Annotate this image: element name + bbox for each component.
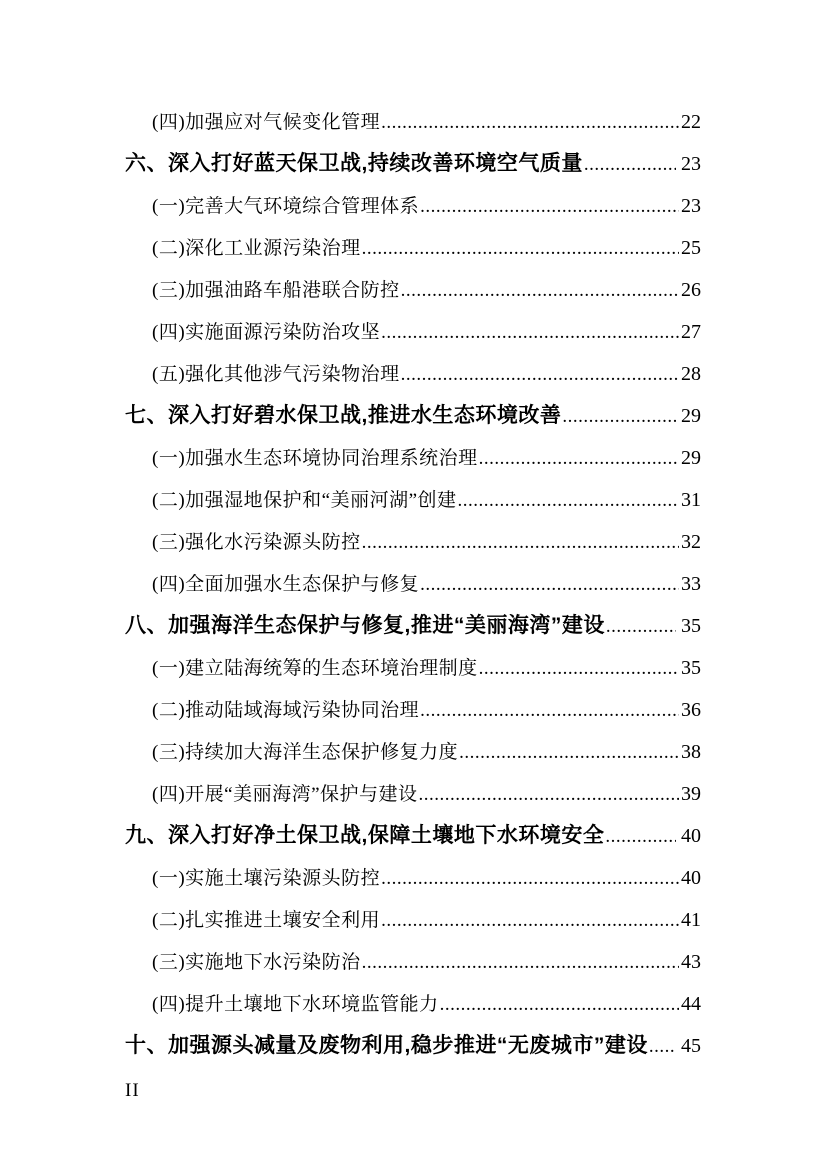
dot-leader bbox=[401, 270, 679, 312]
toc-entry-label: (四)加强应对气候变化管理 bbox=[152, 112, 381, 133]
toc-entry-label: 十、加强源头减量及废物利用,稳步推进“无废城市”建设 bbox=[125, 1034, 648, 1057]
dot-leader bbox=[479, 438, 679, 480]
toc-entry-label: (一)实施土壤污染源头防控 bbox=[152, 868, 381, 889]
dot-leader bbox=[362, 522, 679, 564]
toc-entry-label: (一)完善大气环境综合管理体系 bbox=[152, 196, 420, 217]
toc-entry bbox=[125, 773, 701, 815]
toc-entry-label: (二)推动陆域海域污染协同治理 bbox=[152, 700, 420, 721]
toc-entry-page: 36 bbox=[681, 699, 701, 721]
toc-entry-page: 23 bbox=[681, 195, 701, 217]
toc-entry bbox=[125, 143, 701, 185]
toc-entry bbox=[125, 731, 701, 773]
dot-leader bbox=[401, 354, 679, 396]
toc-entry bbox=[125, 395, 701, 437]
page-number-footer: II bbox=[125, 1080, 140, 1101]
toc-entry bbox=[125, 353, 701, 395]
toc-entry bbox=[125, 983, 701, 1025]
toc-entry-page: 45 bbox=[681, 1035, 701, 1057]
toc-entry-label: 九、深入打好净土保卫战,保障土壤地下水环境安全 bbox=[125, 824, 605, 847]
toc-entry-page: 32 bbox=[681, 531, 701, 553]
toc-entry-page: 22 bbox=[681, 111, 701, 133]
toc-entry-label: (一)加强水生态环境协同治理系统治理 bbox=[152, 448, 478, 469]
toc-entry bbox=[125, 689, 701, 731]
dot-leader bbox=[458, 480, 679, 522]
toc-entry-page: 35 bbox=[681, 657, 701, 679]
toc-entry-page: 35 bbox=[681, 615, 701, 637]
dot-leader bbox=[420, 564, 679, 606]
dot-leader bbox=[649, 1026, 676, 1068]
dot-leader bbox=[440, 984, 679, 1026]
dot-leader bbox=[381, 102, 679, 144]
toc-entry-label: 七、深入打好碧水保卫战,推进水生态环境改善 bbox=[125, 404, 562, 427]
toc-entry bbox=[125, 185, 701, 227]
table-of-contents bbox=[125, 101, 701, 1067]
toc-entry-label: (三)持续加大海洋生态保护修复力度 bbox=[152, 742, 459, 763]
toc-entry-page: 44 bbox=[681, 993, 701, 1015]
toc-entry-label: 六、深入打好蓝天保卫战,持续改善环境空气质量 bbox=[125, 152, 583, 175]
dot-leader bbox=[562, 396, 676, 438]
dot-leader bbox=[420, 186, 679, 228]
dot-leader bbox=[606, 606, 676, 648]
toc-entry bbox=[125, 1025, 701, 1067]
toc-entry-label: (四)实施面源污染防治攻坚 bbox=[152, 322, 381, 343]
toc-entry-label: (二)加强湿地保护和“美丽河湖”创建 bbox=[152, 490, 457, 511]
toc-entry-page: 26 bbox=[681, 279, 701, 301]
dot-leader bbox=[381, 858, 679, 900]
toc-entry-page: 31 bbox=[681, 489, 701, 511]
toc-entry-page: 40 bbox=[681, 867, 701, 889]
toc-entry-page: 23 bbox=[681, 153, 701, 175]
toc-entry-page: 38 bbox=[681, 741, 701, 763]
toc-entry bbox=[125, 269, 701, 311]
toc-entry bbox=[125, 941, 701, 983]
toc-entry-page: 29 bbox=[681, 447, 701, 469]
dot-leader bbox=[362, 228, 679, 270]
toc-entry-label: (五)强化其他涉气污染物治理 bbox=[152, 364, 400, 385]
toc-entry-label: (四)开展“美丽海湾”保护与建设 bbox=[152, 784, 418, 805]
toc-entry bbox=[125, 227, 701, 269]
dot-leader bbox=[420, 690, 679, 732]
dot-leader bbox=[381, 312, 679, 354]
toc-entry-page: 43 bbox=[681, 951, 701, 973]
toc-entry bbox=[125, 899, 701, 941]
toc-entry-page: 39 bbox=[681, 783, 701, 805]
dot-leader bbox=[381, 900, 679, 942]
dot-leader bbox=[584, 144, 676, 186]
toc-entry-label: (三)强化水污染源头防控 bbox=[152, 532, 361, 553]
toc-entry bbox=[125, 437, 701, 479]
toc-entry-label: (四)提升土壤地下水环境监管能力 bbox=[152, 994, 439, 1015]
toc-entry-label: 八、加强海洋生态保护与修复,推进“美丽海湾”建设 bbox=[125, 614, 605, 637]
toc-entry-label: (四)全面加强水生态保护与修复 bbox=[152, 574, 420, 595]
toc-entry-page: 27 bbox=[681, 321, 701, 343]
dot-leader bbox=[419, 774, 679, 816]
toc-entry bbox=[125, 857, 701, 899]
dot-leader bbox=[362, 942, 679, 984]
toc-entry bbox=[125, 311, 701, 353]
dot-leader bbox=[459, 732, 679, 774]
toc-entry-page: 25 bbox=[681, 237, 701, 259]
dot-leader bbox=[605, 816, 676, 858]
toc-entry-label: (三)加强油路车船港联合防控 bbox=[152, 280, 400, 301]
toc-entry-page: 41 bbox=[681, 909, 701, 931]
toc-entry-label: (三)实施地下水污染防治 bbox=[152, 952, 361, 973]
toc-entry bbox=[125, 563, 701, 605]
toc-entry-page: 33 bbox=[681, 573, 701, 595]
dot-leader bbox=[479, 648, 679, 690]
toc-entry bbox=[125, 479, 701, 521]
toc-entry bbox=[125, 521, 701, 563]
toc-entry-label: (二)深化工业源污染治理 bbox=[152, 238, 361, 259]
toc-entry-page: 28 bbox=[681, 363, 701, 385]
toc-entry-page: 40 bbox=[681, 825, 701, 847]
toc-entry-label: (二)扎实推进土壤安全利用 bbox=[152, 910, 381, 931]
toc-entry bbox=[125, 815, 701, 857]
toc-entry-label: (一)建立陆海统筹的生态环境治理制度 bbox=[152, 658, 478, 679]
toc-entry-page: 29 bbox=[681, 405, 701, 427]
toc-entry bbox=[125, 605, 701, 647]
toc-entry bbox=[125, 647, 701, 689]
toc-entry bbox=[125, 101, 701, 143]
